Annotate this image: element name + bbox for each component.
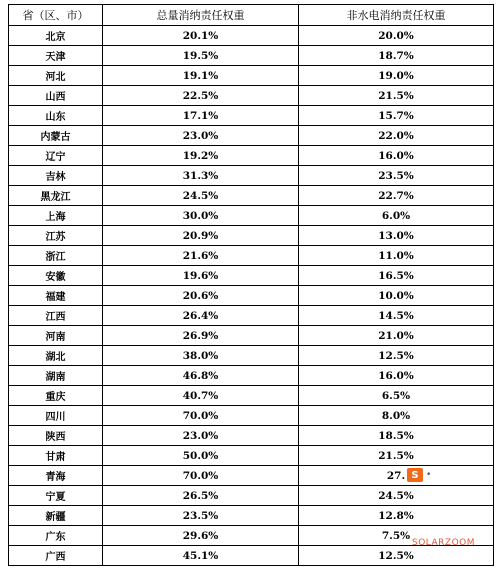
total-weight-cell: 50.0% [103, 446, 299, 466]
table-row [9, 386, 494, 406]
nonhydro-weight-cell: 18.7% [299, 46, 494, 66]
province-cell: 山西 [9, 86, 103, 106]
total-weight-cell: 22.5% [103, 86, 299, 106]
nonhydro-weight-cell: 10.0% [299, 286, 494, 306]
nonhydro-weight-cell: 24.5% [299, 486, 494, 506]
nonhydro-weight-cell: 21.0% [299, 326, 494, 346]
nonhydro-weight-cell: 27. [299, 466, 494, 486]
table-row [9, 406, 494, 426]
total-weight-cell: 24.5% [103, 186, 299, 206]
nonhydro-weight-cell: 12.5% [299, 546, 494, 566]
province-cell: 北京 [9, 26, 103, 46]
input-method-overlay[interactable] [407, 468, 431, 482]
sohu-input-icon[interactable]: S [407, 468, 423, 482]
table-row [9, 366, 494, 386]
nonhydro-weight-cell: 6.0% [299, 206, 494, 226]
table-row [9, 46, 494, 66]
total-weight-cell: 20.6% [103, 286, 299, 306]
table-row [9, 486, 494, 506]
total-weight-cell: 19.6% [103, 266, 299, 286]
watermark: SOLARZOOM [412, 538, 476, 548]
province-cell: 湖南 [9, 366, 103, 386]
total-weight-cell: 23.0% [103, 126, 299, 146]
province-cell: 安徽 [9, 266, 103, 286]
total-weight-cell: 23.0% [103, 426, 299, 446]
table-row [9, 286, 494, 306]
nonhydro-weight-cell: 16.5% [299, 266, 494, 286]
table-row [9, 126, 494, 146]
province-cell: 江苏 [9, 226, 103, 246]
table-row [9, 26, 494, 46]
overlay-dots: • [426, 470, 432, 480]
nonhydro-weight-cell: 21.5% [299, 446, 494, 466]
nonhydro-weight-cell: 13.0% [299, 226, 494, 246]
province-cell: 河北 [9, 66, 103, 86]
province-cell: 湖北 [9, 346, 103, 366]
province-cell: 广西 [9, 546, 103, 566]
total-weight-cell: 26.4% [103, 306, 299, 326]
nonhydro-weight-cell: 12.5% [299, 346, 494, 366]
nonhydro-weight-cell: 20.0% [299, 26, 494, 46]
nonhydro-weight-cell: 16.0% [299, 146, 494, 166]
total-weight-cell: 19.5% [103, 46, 299, 66]
nonhydro-weight-cell: 16.0% [299, 366, 494, 386]
total-weight-cell: 38.0% [103, 346, 299, 366]
header-nonhydro-weight: 非水电消纳责任权重 [299, 5, 494, 26]
header-province: 省（区、市） [9, 5, 103, 26]
nonhydro-weight-cell: 12.8% [299, 506, 494, 526]
total-weight-cell: 21.6% [103, 246, 299, 266]
province-cell: 天津 [9, 46, 103, 66]
table-row [9, 226, 494, 246]
province-cell: 宁夏 [9, 486, 103, 506]
nonhydro-weight-cell: 22.0% [299, 126, 494, 146]
nonhydro-weight-cell: 15.7% [299, 106, 494, 126]
total-weight-cell: 19.2% [103, 146, 299, 166]
province-cell: 吉林 [9, 166, 103, 186]
province-cell: 内蒙古 [9, 126, 103, 146]
province-cell: 新疆 [9, 506, 103, 526]
nonhydro-weight-cell: 8.0% [299, 406, 494, 426]
table-row [9, 206, 494, 226]
table-row [9, 166, 494, 186]
province-cell: 上海 [9, 206, 103, 226]
table-row [9, 86, 494, 106]
nonhydro-weight-cell: 23.5% [299, 166, 494, 186]
nonhydro-weight-cell: 7.5% [299, 526, 494, 546]
table-row [9, 186, 494, 206]
nonhydro-weight-cell: 22.7% [299, 186, 494, 206]
province-cell: 甘肃 [9, 446, 103, 466]
total-weight-cell: 70.0% [103, 466, 299, 486]
province-cell: 四川 [9, 406, 103, 426]
table-row [9, 426, 494, 446]
table-row [9, 306, 494, 326]
province-cell: 辽宁 [9, 146, 103, 166]
total-weight-cell: 40.7% [103, 386, 299, 406]
province-cell: 河南 [9, 326, 103, 346]
nonhydro-weight-cell: 19.0% [299, 66, 494, 86]
table-row [9, 506, 494, 526]
total-weight-cell: 20.1% [103, 26, 299, 46]
header-total-weight: 总量消纳责任权重 [103, 5, 299, 26]
province-cell: 陕西 [9, 426, 103, 446]
nonhydro-weight-cell: 14.5% [299, 306, 494, 326]
table-row [9, 106, 494, 126]
total-weight-cell: 29.6% [103, 526, 299, 546]
total-weight-cell: 19.1% [103, 66, 299, 86]
total-weight-cell: 17.1% [103, 106, 299, 126]
total-weight-cell: 46.8% [103, 366, 299, 386]
table-row [9, 246, 494, 266]
province-cell: 江西 [9, 306, 103, 326]
table-row [9, 326, 494, 346]
table-row [9, 66, 494, 86]
nonhydro-weight-cell: 6.5% [299, 386, 494, 406]
province-cell: 广东 [9, 526, 103, 546]
total-weight-cell: 26.9% [103, 326, 299, 346]
province-cell: 福建 [9, 286, 103, 306]
nonhydro-weight-cell: 11.0% [299, 246, 494, 266]
table-row [9, 446, 494, 466]
total-weight-cell: 45.1% [103, 546, 299, 566]
total-weight-cell: 23.5% [103, 506, 299, 526]
total-weight-cell: 26.5% [103, 486, 299, 506]
province-cell: 山东 [9, 106, 103, 126]
province-cell: 黑龙江 [9, 186, 103, 206]
province-cell: 青海 [9, 466, 103, 486]
table-row [9, 546, 494, 566]
table-row [9, 346, 494, 366]
total-weight-cell: 70.0% [103, 406, 299, 426]
total-weight-cell: 31.3% [103, 166, 299, 186]
nonhydro-weight-cell: 18.5% [299, 426, 494, 446]
table-row [9, 146, 494, 166]
total-weight-cell: 20.9% [103, 226, 299, 246]
total-weight-cell: 30.0% [103, 206, 299, 226]
province-cell: 重庆 [9, 386, 103, 406]
province-cell: 浙江 [9, 246, 103, 266]
nonhydro-weight-cell: 21.5% [299, 86, 494, 106]
table-row [9, 266, 494, 286]
table-header-row [9, 5, 494, 26]
